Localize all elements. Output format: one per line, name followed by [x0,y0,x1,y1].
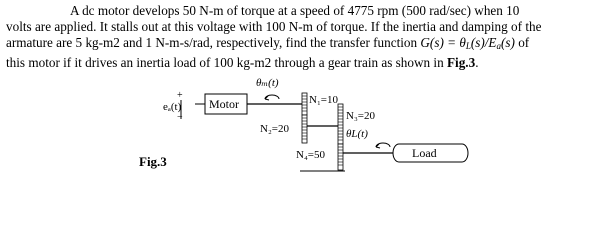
arrowhead-l [376,144,380,148]
input-voltage-label: eₐ(t) [163,101,182,113]
gear-n4 [338,144,343,170]
n1-label: N₁=10 [309,94,338,106]
problem-line-4: this motor if it drives an inertia load of 100 kg-m2 through a gear train as shown in Fig.3. [6,54,479,70]
arrowhead-m [265,96,269,100]
problem-line-1: A dc motor develops 50 N-m of torque at a speed of 4775 rpm (500 rad/sec) when 10 [70,3,520,18]
load-label: Load [412,146,437,160]
gear-n4-teeth [338,147,343,165]
motor-label: Motor [209,97,239,111]
n3-label: N₃=20 [346,110,375,122]
problem-line-2: volts are applied. It stalls out at this voltage with 100 N-m of torque. If the inertia and damping of the [6,19,542,35]
gear-n1 [302,93,307,115]
plus-sign: + [177,90,183,101]
problem-line-3: armature are 5 kg-m2 and 1 N-m-s/rad, respectively, find the transfer function $G(s) = \theta_L(s)/E_a(s)$ of [6,35,530,52]
theta-l-label: θL(t) [346,128,368,140]
minus-sign: − [177,112,183,123]
figure-reference: Fig.3 [446,54,476,70]
figure-label: Fig.3 [139,154,167,169]
theta-m-label: θₘ(t) [256,77,279,89]
n4-label: N₄=50 [296,149,325,161]
n2-label: N₂=20 [260,123,289,135]
